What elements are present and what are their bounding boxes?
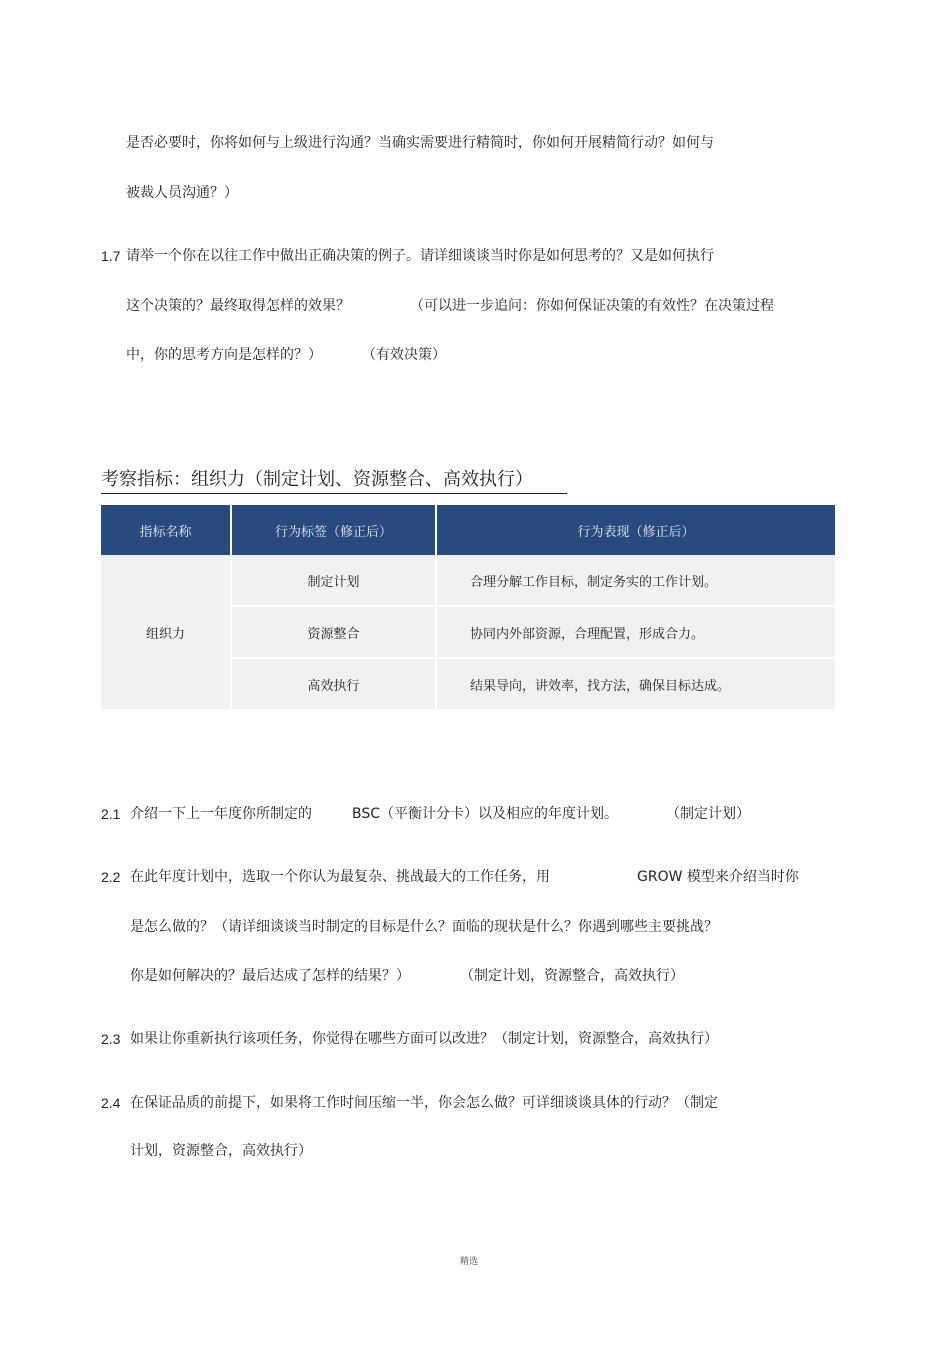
question-2-2-line-2: 是怎么做的？（请详细谈谈当时制定的目标是什么？面临的现状是什么？你遇到哪些主要挑战？ bbox=[130, 919, 718, 935]
behavior-description-cell: 合理分解工作目标，制定务实的工作计划。 bbox=[437, 555, 835, 607]
header-behavior-tag: 行为标签（修正后） bbox=[232, 505, 437, 555]
question-2-1-part-b: BSC（平衡计分卡）以及相应的年度计划。 bbox=[352, 806, 619, 822]
question-1-7-line-2a: 这个决策的？最终取得怎样的效果？ bbox=[126, 298, 350, 314]
question-number: 2.1 bbox=[101, 806, 121, 822]
behavior-description-cell: 协同内外部资源，合理配置，形成合力。 bbox=[437, 607, 835, 659]
indicator-cell: 组织力 bbox=[101, 555, 232, 711]
question-2-1-part-c: （制定计划） bbox=[666, 806, 750, 822]
section-title: 考察指标：组织力（制定计划、资源整合、高效执行） bbox=[101, 467, 567, 494]
page-footer: 精选 bbox=[460, 1257, 479, 1267]
question-number: 1.7 bbox=[101, 248, 121, 264]
question-2-2-part-a: 在此年度计划中，选取一个你认为最复杂、挑战最大的工作任务，用 bbox=[130, 869, 550, 885]
question-1-7-line-3b: （有效决策） bbox=[362, 347, 446, 363]
indicator-table bbox=[101, 505, 835, 711]
header-indicator-name: 指标名称 bbox=[101, 505, 232, 555]
behavior-description-cell: 结果导向，讲效率，找方法，确保目标达成。 bbox=[437, 659, 835, 711]
intro-line-2: 被裁人员沟通？） bbox=[126, 185, 238, 201]
table-header-row bbox=[101, 505, 835, 555]
question-2-3-text: 如果让你重新执行该项任务，你觉得在哪些方面可以改进？（制定计划，资源整合，高效执行） bbox=[130, 1031, 718, 1047]
question-2-2-part-b: GROW 模型来介绍当时你 bbox=[637, 869, 799, 885]
table-row bbox=[101, 555, 835, 607]
behavior-tag-cell: 高效执行 bbox=[232, 659, 437, 711]
question-2-2-line-3a: 你是如何解决的？最后达成了怎样的结果？） bbox=[130, 968, 410, 984]
question-2-4-line-1: 在保证品质的前提下，如果将工作时间压缩一半，你会怎么做？可详细谈谈具体的行动？（制定 bbox=[130, 1095, 718, 1111]
question-2-4-line-2: 计划，资源整合，高效执行） bbox=[130, 1143, 312, 1159]
question-number: 2.4 bbox=[101, 1095, 121, 1111]
question-1-7-line-2b: （可以进一步追问：你如何保证决策的有效性？在决策过程 bbox=[410, 298, 774, 314]
question-number: 2.3 bbox=[101, 1031, 121, 1047]
behavior-tag-cell: 制定计划 bbox=[232, 555, 437, 607]
behavior-tag-cell: 资源整合 bbox=[232, 607, 437, 659]
question-2-1-part-a: 介绍一下上一年度你所制定的 bbox=[130, 806, 312, 822]
question-number: 2.2 bbox=[101, 869, 121, 885]
question-1-7-line-1: 请举一个你在以往工作中做出正确决策的例子。请详细谈谈当时你是如何思考的？又是如何执行 bbox=[126, 248, 714, 264]
question-1-7-line-3a: 中，你的思考方向是怎样的？） bbox=[126, 347, 322, 363]
intro-line-1: 是否必要时，你将如何与上级进行沟通？当确实需要进行精简时，你如何开展精简行动？如何与 bbox=[126, 135, 714, 151]
header-behavior-description: 行为表现（修正后） bbox=[437, 505, 835, 555]
question-2-2-line-3b: （制定计划，资源整合，高效执行） bbox=[460, 968, 684, 984]
